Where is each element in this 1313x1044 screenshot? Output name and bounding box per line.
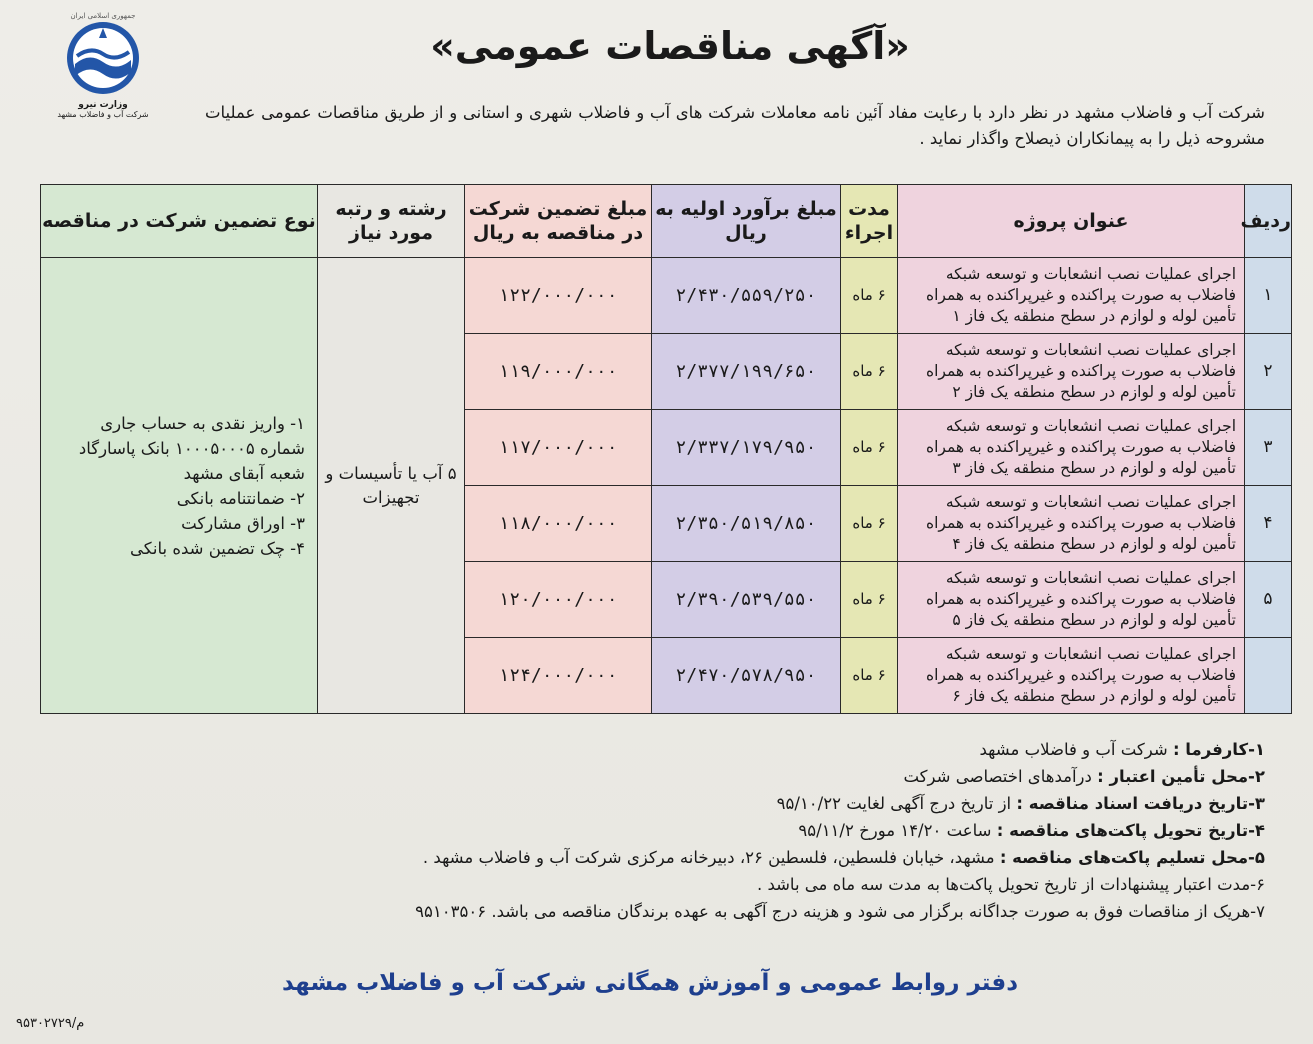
row-duration: ۶ ماه [841,410,898,486]
logo-top-line: جمهوری اسلامی ایران [70,12,136,20]
terms-list [65,736,1265,925]
guarantee-line: ۴- چک تضمین شده بانکی [130,538,305,558]
row-title: اجرای عملیات نصب انشعابات و توسعه شبکه فاضلاب به صورت پراکنده و غیرپراکنده به همراه تأمین لوله و لوازم در سطح منطقه یک فاز ۶ [898,638,1245,714]
guarantee-line: ۱- واریز نقدی به حساب جاری شماره ۱۰۰۰۵۰۰۰۵ بانک پاسارگاد شعبه آبقای مشهد [78,413,305,483]
row-estimate: ۲/۳۵۰/۵۱۹/۸۵۰ [652,486,841,562]
table-row [41,258,1292,334]
term-validity [65,871,1265,898]
row-duration: ۶ ماه [841,258,898,334]
row-rank: ۱ [1245,258,1292,334]
row-rank: ۳ [1245,410,1292,486]
row-deposit: ۱۱۸/۰۰۰/۰۰۰ [465,486,652,562]
row-title: اجرای عملیات نصب انشعابات و توسعه شبکه فاضلاب به صورت پراکنده و غیرپراکنده به همراه تأمین لوله و لوازم در سطح منطقه یک فاز ۴ [898,486,1245,562]
header-deposit: مبلغ تضمین شرکت در مناقصه به ریال [465,185,652,258]
ad-code: ۹۵۳۰۲۷۲۹/م [16,1016,85,1031]
row-estimate: ۲/۳۹۰/۵۳۹/۵۵۰ [652,562,841,638]
guarantee-line: ۲- ضمانتنامه بانکی [176,488,305,508]
logo-company: شرکت آب و فاضلاب مشهد [57,110,149,119]
row-title: اجرای عملیات نصب انشعابات و توسعه شبکه فاضلاب به صورت پراکنده و غیرپراکنده به همراه تأمین لوله و لوازم در سطح منطقه یک فاز ۲ [898,334,1245,410]
term-funding [65,763,1265,790]
header-rank: ردیف [1245,185,1292,258]
term-delivery-place [65,844,1265,871]
header-guarantee-type: نوع تضمین شرکت در مناقصه [41,185,318,258]
grade-cell: ۵ آب یا تأسیسات و تجهیزات [318,258,465,714]
header-duration: مدت اجراء [841,185,898,258]
row-rank: ۵ [1245,562,1292,638]
row-deposit: ۱۲۲/۰۰۰/۰۰۰ [465,258,652,334]
term-text: ۶-مدت اعتبار پیشنهادات از تاریخ تحویل پاکت‌ها به مدت سه ماه می باشد . [756,875,1265,894]
guarantee-line: ۳- اوراق مشارکت [181,513,305,533]
row-deposit: ۱۲۴/۰۰۰/۰۰۰ [465,638,652,714]
row-title: اجرای عملیات نصب انشعابات و توسعه شبکه فاضلاب به صورت پراکنده و غیرپراکنده به همراه تأمین لوله و لوازم در سطح منطقه یک فاز ۵ [898,562,1245,638]
row-estimate: ۲/۴۷۰/۵۷۸/۹۵۰ [652,638,841,714]
guarantee-type-cell [41,258,318,714]
row-duration: ۶ ماه [841,562,898,638]
row-duration: ۶ ماه [841,486,898,562]
header-estimate: مبلغ برآورد اولیه به ریال [652,185,841,258]
intro-paragraph: شرکت آب و فاضلاب مشهد در نظر دارد با رعایت مفاد آئین نامه معاملات شرکت های آب و فاضلاب شهری و استانی و از طریق مناقصات عمومی عملیات مشروحه ذیل را به پیمانکاران ذیصلاح واگذار نماید . [205,103,1265,148]
water-drop-icon [63,18,143,98]
page-title: «آگهی مناقصات عمومی» [430,24,910,68]
table-header-row [41,185,1292,258]
logo-ministry: وزارت نیرو [78,100,128,110]
term-label: ۲-محل تأمین اعتبار : [1097,767,1265,786]
row-rank: ۴ [1245,486,1292,562]
term-delivery-date [65,817,1265,844]
header-title: عنوان پروژه [898,185,1245,258]
term-employer [65,736,1265,763]
row-rank [1245,638,1292,714]
company-logo [28,12,178,133]
term-text: ساعت ۱۴/۲۰ مورخ ۹۵/۱۱/۲ [798,821,997,840]
term-label: ۱-کارفرما : [1172,740,1265,759]
term-label: ۴-تاریخ تحویل پاکت‌های مناقصه : [996,821,1265,840]
term-doc-date [65,790,1265,817]
row-duration: ۶ ماه [841,334,898,410]
term-text: درآمدهای اختصاصی شرکت [903,767,1098,786]
term-text: از تاریخ درج آگهی لغایت ۹۵/۱۰/۲۲ [776,794,1017,813]
row-deposit: ۱۲۰/۰۰۰/۰۰۰ [465,562,652,638]
row-estimate: ۲/۳۷۷/۱۹۹/۶۵۰ [652,334,841,410]
row-estimate: ۲/۴۳۰/۵۵۹/۲۵۰ [652,258,841,334]
row-deposit: ۱۱۷/۰۰۰/۰۰۰ [465,410,652,486]
row-estimate: ۲/۳۳۷/۱۷۹/۹۵۰ [652,410,841,486]
row-duration: ۶ ماه [841,638,898,714]
row-rank: ۲ [1245,334,1292,410]
row-deposit: ۱۱۹/۰۰۰/۰۰۰ [465,334,652,410]
term-text: مشهد، خیابان فلسطین، فلسطین ۲۶، دبیرخانه مرکزی شرکت آب و فاضلاب مشهد . [422,848,1000,867]
term-text: ۷-هریک از مناقصات فوق به صورت جداگانه برگزار می شود و هزینه درج آگهی به عهده برندگان مناقصه می باشد. ۹۵۱۰۳۵۰۶ [415,902,1265,921]
row-title: اجرای عملیات نصب انشعابات و توسعه شبکه فاضلاب به صورت پراکنده و غیرپراکنده به همراه تأمین لوله و لوازم در سطح منطقه یک فاز ۱ [898,258,1245,334]
term-text: شرکت آب و فاضلاب مشهد [979,740,1173,759]
term-cost [65,898,1265,925]
term-label: ۵-محل تسلیم پاکت‌های مناقصه : [999,848,1265,867]
header-grade: رشته و رتبه مورد نیاز [318,185,465,258]
footer-signature: دفتر روابط عمومی و آموزش همگانی شرکت آب و فاضلاب مشهد [281,970,1019,996]
term-label: ۳-تاریخ دریافت اسناد مناقصه : [1016,794,1265,813]
row-title: اجرای عملیات نصب انشعابات و توسعه شبکه فاضلاب به صورت پراکنده و غیرپراکنده به همراه تأمین لوله و لوازم در سطح منطقه یک فاز ۳ [898,410,1245,486]
tender-table [40,184,1292,714]
